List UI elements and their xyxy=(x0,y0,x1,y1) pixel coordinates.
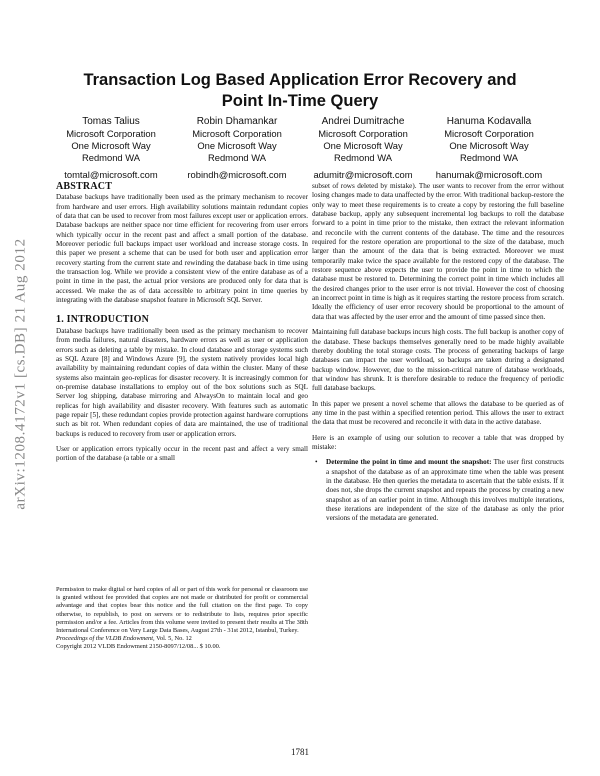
body-paragraph-3: In this paper we present a novel scheme that allows the database to be queried as of any time in the past within a specified retention period. This allows the user to extract the data that must be recovered and reconcile it with data in the active database. xyxy=(312,399,564,427)
list-item xyxy=(312,458,564,523)
paper-title xyxy=(60,70,540,112)
permission-notice: Permission to make digital or hard copies of all or part of this work for personal or classroom use is granted without fee provided that copies are not made or distributed for profit or commercial advantage and that copies bear this notice and the full citation on the first page. To copy otherwise, to republish, to post on servers or to redistribute to lists, requires prior specific permission and/or a fee. Articles from this volume were invited to present their results at The 38th International Conference on Very Large Data Bases, August 27th - 31st 2012, Istanbul, Turkey. xyxy=(56,586,308,635)
proceedings-title: Proceedings of the VLDB Endowment, xyxy=(56,635,155,643)
author-org: Microsoft Corporation xyxy=(444,128,534,139)
intro-paragraph-2: User or application errors typically occur in the recent past and affect a very small portion of the database (a table or a small xyxy=(56,444,308,463)
left-column xyxy=(56,182,308,470)
proceedings-volume: Vol. 5, No. 12 xyxy=(156,635,192,643)
title-line-1: Transaction Log Based Application Error Recovery and xyxy=(83,71,517,89)
introduction-heading: 1. INTRODUCTION xyxy=(56,314,150,326)
author-2 xyxy=(176,116,298,181)
author-street: One Microsoft Way xyxy=(71,140,151,151)
intro-paragraph-1: Database backups have traditionally been used as the primary mechanism to recover from media failures, natural disasters, hardware errors as well as user or application errors such as deleting a table by mistake. In cloud database and storage systems such as SQL Azure [8] and Windows Azure [9], the system natively provides local high availability by maintaining redundant copies of data within the cluster. Many of these systems also maintain geo-replicas for disaster recovery. It is increasingly common for on-premise database installations to employ out of the box solutions such as SQL Server log shipping, database mirroring and AlwaysOn to maintain local and geo replicas for high availability and disaster recovery. With features such as automatic page repair [5], these redundant copies provide protection against hardware corruptions such as bit rot. When redundant copies of data are maintained, the use of traditional backups is reduced to recovery from user or application errors. xyxy=(56,326,308,438)
author-name: Robin Dhamankar xyxy=(196,116,278,127)
author-city: Redmond WA xyxy=(207,152,266,163)
author-org: Microsoft Corporation xyxy=(66,128,156,139)
author-street: One Microsoft Way xyxy=(323,140,403,151)
bullet-icon: • xyxy=(315,458,318,467)
author-city: Redmond WA xyxy=(81,152,140,163)
abstract-text: Database backups have traditionally been used as the primary mechanism to recover from hardware and user errors. High availability solutions maintain redundant copies of data that can be used to recover from most failures except user or application errors. Database backups are neither space nor time efficient for recovering from user errors which typically occur in the recent past and affect a small portion of the database. Moreover periodic full backups impact user workload and increase storage costs. In this paper we present a scheme that can be used for both user and application error recovery starting from the current state and rewinding the database back in time using the transaction log. While we provide a consistent view of the entire database as of a point in time in the past, the actual prior versions are produced only for data that is accessed. We make the as of data accessible to arbitrary point in time queries by integrating with the database snapshot feature in Microsoft SQL Server. xyxy=(56,193,308,305)
author-org: Microsoft Corporation xyxy=(318,128,408,139)
author-3 xyxy=(302,116,424,181)
author-email[interactable]: tomtal@microsoft.com xyxy=(64,169,158,180)
title-line-2: Point In-Time Query xyxy=(221,92,379,110)
author-street: One Microsoft Way xyxy=(197,140,277,151)
author-city: Redmond WA xyxy=(459,152,518,163)
author-block xyxy=(50,116,550,181)
arxiv-stamp: arXiv:1208.4172v1 [cs.DB] 21 Aug 2012 xyxy=(12,238,29,510)
step-list xyxy=(312,458,564,523)
author-4 xyxy=(428,116,550,181)
author-email[interactable]: robindh@microsoft.com xyxy=(187,169,287,180)
author-name: Hanuma Kodavalla xyxy=(446,116,532,127)
body-paragraph-1: subset of rows deleted by mistake). The user wants to recover from the error without losing changes made to data unaffected by the error. With traditional backup-restore the only way to meet these requirements is to create a copy by restoring the full baseline database backup, apply any subsequent incremental log backups to roll the database forward to a point in time prior to the mistake, then extract the relevant information and reconcile with the current contents of the database. The time and the resources required for the restore operation are proportional to the size of the database, much larger than the amount of the data that is being extracted. Moreover we must temporarily make twice the space available for the restored copy of the database. The restore sequence above expects the user to provide the point in time to which the database must be restored to. Determining the correct point in time which includes all the desired changes prior to the user error is not trivial. However the cost of choosing an incorrect point in time is high as it requires starting the restore process from scratch. Ideally the efficiency of user error recovery should be proportional to the amount of data that was affected by the user error and the amount of time passed since then. xyxy=(312,182,564,321)
author-email[interactable]: hanumak@microsoft.com xyxy=(435,169,543,180)
body-paragraph-4: Here is an example of using our solution to recover a table that was dropped by mistake: xyxy=(312,433,564,451)
copyright-line: Copyright 2012 VLDB Endowment 2150-8097/12/08... $ 10.00. xyxy=(56,643,221,651)
page-number: 1781 xyxy=(291,747,309,757)
author-street: One Microsoft Way xyxy=(449,140,529,151)
author-email[interactable]: adumitr@microsoft.com xyxy=(313,169,413,180)
proceedings-line xyxy=(56,635,308,643)
step-text: The user first constructs a snapshot of the database as of an approximate time when the table was present in the database. He then queries the metadata to ascertain that the table exists. If it does not, she drops the current snapshot and repeats the process by creating a new snapshot as of an earlier point in time. Although this involves multiple iterations, these iterations are independent of the size of the database as only the prior versions of the metadata are generated. xyxy=(326,458,564,523)
author-city: Redmond WA xyxy=(333,152,392,163)
body-paragraph-2: Maintaining full database backups incurs high costs. The full backup is another copy of the database. These backups themselves generally need to be made highly available thereby doubling the total storage costs. The process of generating backups of large databases can impact the user workload, so backups are taken during a designated backup window. However, due to the mission-critical nature of database workloads, that window has shrunk. It is therefore desirable to reduce the frequency of periodic full database backups. xyxy=(312,328,564,393)
author-org: Microsoft Corporation xyxy=(192,128,282,139)
copyright-footnote xyxy=(56,586,308,652)
author-name: Andrei Dumitrache xyxy=(321,116,405,127)
abstract-heading: ABSTRACT xyxy=(56,181,113,192)
author-name: Tomas Talius xyxy=(82,116,140,127)
right-column xyxy=(312,182,564,524)
author-1 xyxy=(50,116,172,181)
step-title: Determine the point in time and mount the snapshot: xyxy=(326,458,492,467)
